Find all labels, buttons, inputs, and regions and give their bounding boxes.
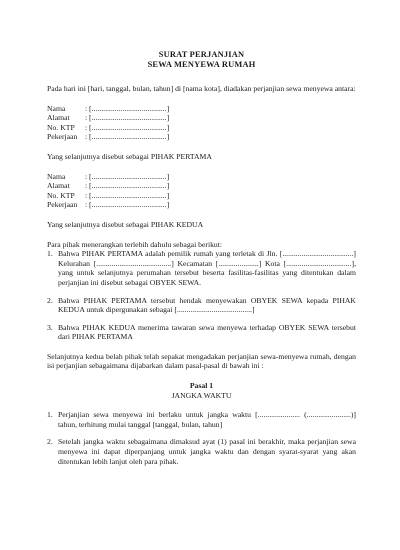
field-label: Alamat (47, 181, 70, 191)
field-value: : [.......................................] (85, 200, 170, 210)
party2-field-pekerjaan (47, 200, 356, 210)
item-text: Setelah jangka waktu sebagaimana dimaksud ayat (1) pasal ini berakhir, maka perjanjian sewa menyewa ini dapat diperpanjang untuk jangka waktu dan dengan syarat-syarat yang akan ditentukan lebih lanjut oleh para pihak. (58, 437, 356, 466)
intro-paragraph: Pada hari ini [hari, tanggal, bulan, tahun] di [nama kota], diadakan perjanjian sewa menyewa antara: (47, 84, 356, 93)
agreement-paragraph: Selanjutnya kedua belah pihak telah sepakat mengadakan perjanjian sewa-menyewa rumah, dengan isi perjanjian sebagaimana dijabarkan dalam pasal-pasal di bawah ini : (47, 351, 356, 371)
item-text: Bahwa PIHAK PERTAMA adalah pemilik rumah yang terletak di Jln. [.....................................] Kelurahan [.......................................] Kecamatan [.....................] Kota [..................................], yang untuk selanjutnya perumahan tersebut beserta fasilitas-fasilitas yang ditentukan dalam perjanjian ini disebut sebagai OBYEK SEWA. (58, 249, 356, 287)
document-title-line2: SEWA MENYEWA RUMAH (147, 60, 256, 69)
item-number: 1. (47, 410, 53, 420)
item-number: 2. (47, 295, 53, 305)
field-value: : [.......................................] (85, 171, 170, 181)
party1-fields (47, 104, 356, 142)
field-value: : [.......................................] (85, 113, 170, 123)
field-value: : [.......................................] (85, 132, 170, 142)
pasal1-item (47, 437, 356, 466)
field-label: Nama (47, 103, 66, 113)
statement-intro: Para pihak menerangkan terlebih dahulu sebagai berikut: (47, 239, 223, 249)
party1-field-ktp (47, 123, 356, 133)
pasal1-item (47, 410, 356, 429)
field-label: Pekerjaan (47, 132, 78, 142)
item-number: 1. (47, 249, 53, 259)
field-value: : [.......................................] (85, 181, 170, 191)
statement-item (47, 249, 356, 287)
item-text: Perjanjian sewa menyewa ini berlaku untuk jangka waktu [...................... (.......................)] tahun, terhitung mulai tanggal [tanggal, bulan, tahun] (58, 410, 356, 429)
field-label: No. KTP (47, 122, 75, 132)
field-label: Nama (47, 171, 66, 181)
party2-fields (47, 172, 356, 210)
document-title-line1: SURAT PERJANJIAN (158, 50, 245, 59)
party1-field-pekerjaan (47, 132, 356, 142)
statement-item (47, 296, 356, 315)
party2-reference: Yang selanjutnya disebut sebagai PIHAK KEDUA (47, 219, 204, 229)
pasal-title: Pasal 1 (189, 381, 214, 391)
party2-field-nama (47, 172, 356, 182)
field-value: : [.......................................] (85, 103, 170, 113)
item-text: Bahwa PIHAK PERTAMA tersebut hendak menyewakan OBYEK SEWA kepada PIHAK KEDUA untuk dipergunakan sebagai [.......................................] (58, 295, 356, 315)
party1-reference: Yang selanjutnya disebut sebagai PIHAK PERTAMA (47, 151, 212, 161)
item-number: 3. (47, 322, 53, 332)
item-text: Bahwa PIHAK KEDUA menerima tawaran sewa menyewa terhadap OBYEK SEWA tersebut dari PIHAK PERTAMA (58, 322, 356, 342)
pasal-subtitle: JANGKA WAKTU (171, 390, 232, 400)
statement-item (47, 323, 356, 342)
item-number: 2. (47, 437, 53, 447)
party1-field-nama (47, 104, 356, 114)
party1-field-alamat (47, 113, 356, 123)
party2-field-ktp (47, 191, 356, 201)
field-label: No. KTP (47, 190, 75, 200)
pasal1-list (47, 410, 356, 466)
party2-field-alamat (47, 181, 356, 191)
field-label: Pekerjaan (47, 200, 78, 210)
field-value: : [.......................................] (85, 122, 170, 132)
statement-list (47, 249, 356, 342)
field-value: : [.......................................] (85, 190, 170, 200)
field-label: Alamat (47, 113, 70, 123)
